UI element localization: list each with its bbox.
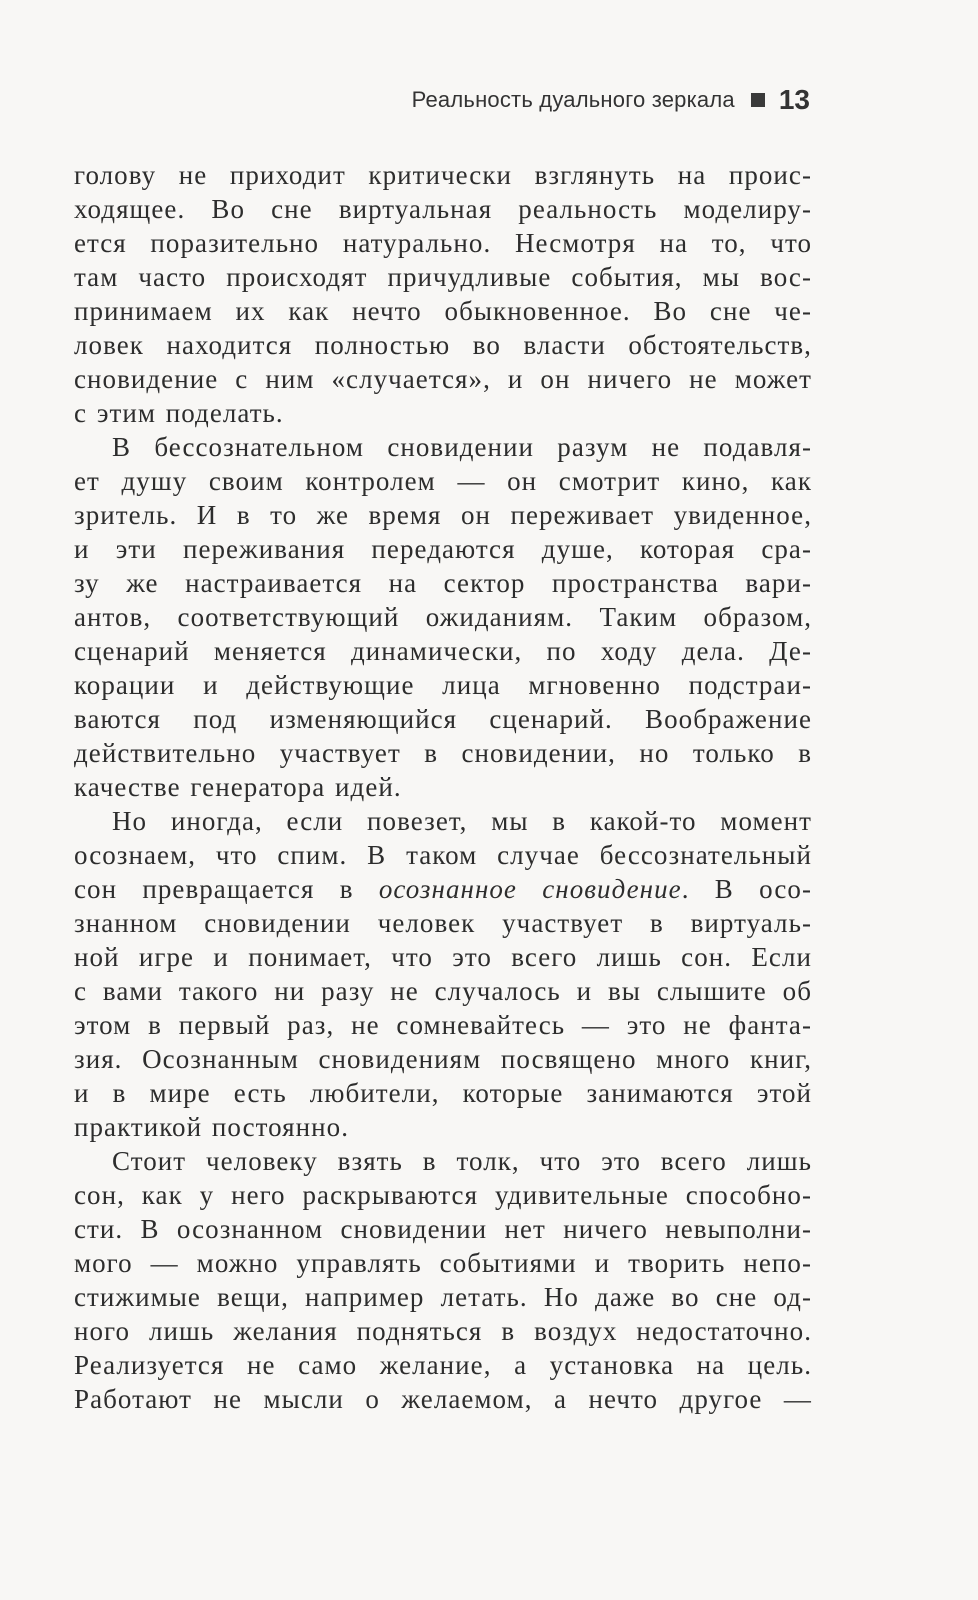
- text-line: зия. Осознанным сновидениям посвящено много книг,: [74, 1044, 812, 1074]
- text-line: Работают не мысли о желаемом, а нечто другое —: [74, 1384, 812, 1414]
- text-line: ной игре и понимает, что это всего лишь сон. Если: [74, 942, 812, 972]
- text-line: качестве генератора идей.: [74, 772, 402, 802]
- text-line: мого — можно управлять событиями и творить непо-: [74, 1248, 812, 1278]
- paragraph: [74, 1144, 812, 1416]
- text-line: ходящее. Во сне виртуальная реальность моделиру-: [74, 194, 812, 224]
- text-line: ловек находится полностью во власти обстоятельств,: [74, 330, 812, 360]
- text-line: Реализуется не само желание, а установка на цель.: [74, 1350, 812, 1380]
- text-line: ного лишь желания подняться в воздух недостаточно.: [74, 1316, 812, 1346]
- body-text: [74, 158, 812, 1416]
- text-line: сценарий меняется динамически, по ходу дела. Де-: [74, 636, 812, 666]
- text-line: действительно участвует в сновидении, но только в: [74, 738, 812, 768]
- text-line: зритель. И в то же время он переживает увиденное,: [74, 500, 812, 530]
- text-line: принимаем их как нечто обыкновенное. Во сне че-: [74, 296, 812, 326]
- running-head: [412, 84, 810, 116]
- text-run: сон превращается в: [74, 874, 379, 904]
- text-run: . В осо-: [681, 874, 813, 904]
- text-line: с этим поделать.: [74, 398, 284, 428]
- text-line: там часто происходят причудливые события, мы вос-: [74, 262, 812, 292]
- text-line: ваются под изменяющийся сценарий. Воображение: [74, 704, 812, 734]
- text-line: сти. В осознанном сновидении нет ничего невыполни-: [74, 1214, 812, 1244]
- text-line-with-italic: [74, 872, 812, 906]
- paragraph: [74, 158, 812, 430]
- text-line: этом в первый раз, не сомневайтесь — это не фанта-: [74, 1010, 812, 1040]
- text-line: голову не приходит критически взглянуть на проис-: [74, 160, 812, 190]
- text-line: практикой постоянно.: [74, 1112, 349, 1142]
- paragraph: [74, 430, 812, 804]
- paragraph: [74, 804, 812, 1144]
- text-line: ет душу своим контролем — он смотрит кино, как: [74, 466, 812, 496]
- square-bullet-icon: [751, 93, 765, 107]
- text-line: и в мире есть любители, которые занимаются этой: [74, 1078, 812, 1108]
- text-line: сновидение с ним «случается», и он ничего не может: [74, 364, 812, 394]
- italic-term: осознанное сновидение: [378, 874, 682, 904]
- text-line: осознаем, что спим. В таком случае бессознательный: [74, 840, 812, 870]
- text-line: и эти переживания передаются душе, которая сра-: [74, 534, 812, 564]
- running-title: Реальность дуального зеркала: [411, 87, 735, 112]
- text-line: ется поразительно натурально. Несмотря на то, что: [74, 228, 812, 258]
- text-line: Но иногда, если повезет, мы в какой-то момент: [112, 806, 812, 836]
- text-line: корации и действующие лица мгновенно подстраи-: [74, 670, 812, 700]
- text-line: В бессознательном сновидении разум не подавля-: [112, 432, 812, 462]
- text-line: зу же настраивается на сектор пространства вари-: [74, 568, 812, 598]
- text-line: стижимые вещи, например летать. Но даже во сне од-: [74, 1282, 812, 1312]
- text-line: антов, соответствующий ожиданиям. Таким образом,: [74, 602, 812, 632]
- text-line: Стоит человеку взять в толк, что это всего лишь: [112, 1146, 812, 1176]
- text-line: сон, как у него раскрываются удивительные способно-: [74, 1180, 812, 1210]
- text-line: знанном сновидении человек участвует в виртуаль-: [74, 908, 812, 938]
- text-line: с вами такого ни разу не случалось и вы слышите об: [74, 976, 812, 1006]
- page-number: 13: [778, 84, 810, 115]
